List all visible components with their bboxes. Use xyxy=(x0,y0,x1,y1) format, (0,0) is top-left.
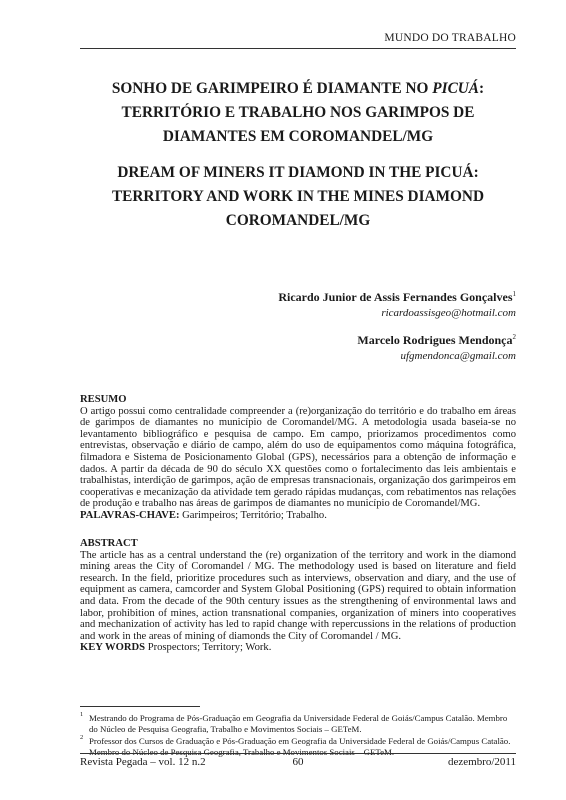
author-1-name xyxy=(278,290,516,305)
title-pt-colon: : xyxy=(479,80,485,97)
footnote-1-mark: 1 xyxy=(80,711,84,718)
title-en-line-2: TERRITORY AND WORK IN THE MINES DIAMOND xyxy=(111,188,485,205)
abstract-keywords xyxy=(80,642,516,654)
title-pt-line-1-text: SONHO DE GARIMPEIRO É DIAMANTE NO xyxy=(111,80,433,97)
author-1-footnote-mark: 1 xyxy=(512,290,516,298)
abstract-text: The article has as a central understand the (re) organization of the territory and work in the diamond mining areas the City of Coromandel / MG. The methodology used is based on literature and field research. In the field, prioritize procedures such as interviews, observation and diary, and the use of equipment as camera, camcorder and System Global Positioning (GPS) required to obtain information and data. From the decade of the 90th century issues as the strengthening of environmental laws and labor, prohibition of mines, action transnational companies, organization of miners into cooperatives and mechanization of activity has led to rapid change with repercussions in the relations of production and work in the areas of mining of diamonds the City of Coromandel / MG. xyxy=(80,549,516,642)
author-2-footnote-mark: 2 xyxy=(512,333,516,341)
footnote-2-text: Professor dos Cursos de Graduação e Pós-Graduação em Geografia da Universidade Federal de Goiás/Campus Catalão. Membro do Núcleo de Pesquisa Geografia, Trabalho e Movimentos Sociais – GETeM. xyxy=(89,736,511,757)
author-1-email[interactable]: ricardoassisgeo@hotmail.com xyxy=(381,307,516,319)
resumo-text: O artigo possui como centralidade compreender a (re)organização do território e do trabalho em áreas de garimpos de diamantes no município de Coromandel/MG. A metodologia usada baseia-se no levantamento bibliográfico e pesquisa de campo. Em campo, priorizamos procedimentos como entrevistas, observação e diário de campo, além do uso de equipamentos como máquina fotográfica, filmadora e Sistema de Posicionamento Global (GPS), necessários para a obtenção de informação e dados. A partir da década de 90 do século XX questões como o fortalecimento das leis ambientais e trabalhistas, interdição de garimpos, ação de empresas transnacionais, organização dos garimpeiros em cooperativas e mecanização da atividade tem gerado rápidas mudanças, com rebatimentos nas relações de produção e trabalho nas áreas de garimpos de diamantes no município de Coromandel/MG. xyxy=(80,405,516,510)
author-2-email[interactable]: ufgmendonca@gmail.com xyxy=(400,350,516,362)
footnote-1 xyxy=(80,713,516,734)
footnote-2-mark: 2 xyxy=(80,734,84,741)
running-header: MUNDO DO TRABALHO xyxy=(384,32,516,44)
resumo-keywords xyxy=(80,510,516,522)
title-english xyxy=(80,161,516,233)
title-pt-italic-word: PICUÁ xyxy=(432,80,480,97)
footnote-rule xyxy=(80,706,200,707)
abstract-keywords-text: Prospectors; Territory; Work. xyxy=(145,642,272,654)
title-en-line-3: COROMANDEL/MG xyxy=(225,212,371,229)
title-en-line-1: DREAM OF MINERS IT DIAMOND IN THE PICUÁ: xyxy=(117,164,479,181)
footer-date: dezembro/2011 xyxy=(447,756,516,768)
title-pt-line-2: TERRITÓRIO E TRABALHO NOS GARIMPOS DE xyxy=(121,104,475,121)
title-pt-line-3: DIAMANTES EM COROMANDEL/MG xyxy=(162,128,434,145)
abstract-heading: ABSTRACT xyxy=(80,538,138,549)
resumo-section xyxy=(80,394,516,522)
author-2-name xyxy=(357,333,516,348)
resumo-keywords-label: PALAVRAS-CHAVE: xyxy=(80,509,180,521)
abstract-keywords-label: KEY WORDS xyxy=(80,642,146,654)
footnote-1-text: Mestrando do Programa de Pós-Graduação em Geografia da Universidade Federal de Goiás/Campus Catalão. Membro do Núcleo de Pesquisa Geografia, Trabalho e Movimentos Sociais – GETeM. xyxy=(89,713,508,734)
resumo-heading: RESUMO xyxy=(80,394,127,405)
author-2-name-text: Marcelo Rodrigues Mendonça xyxy=(357,333,513,347)
footer-rule xyxy=(80,753,516,754)
author-1-name-text: Ricardo Junior de Assis Fernandes Gonçalves xyxy=(278,290,513,304)
header-rule xyxy=(80,48,516,49)
abstract-section xyxy=(80,538,516,654)
footer-journal: Revista Pegada – vol. 12 n.2 xyxy=(80,756,206,768)
title-pt-line-1 xyxy=(80,77,516,101)
title-portuguese xyxy=(80,77,516,149)
footer-page-number: 60 xyxy=(292,756,304,768)
resumo-keywords-text: Garimpeiros; Território; Trabalho. xyxy=(179,509,327,521)
